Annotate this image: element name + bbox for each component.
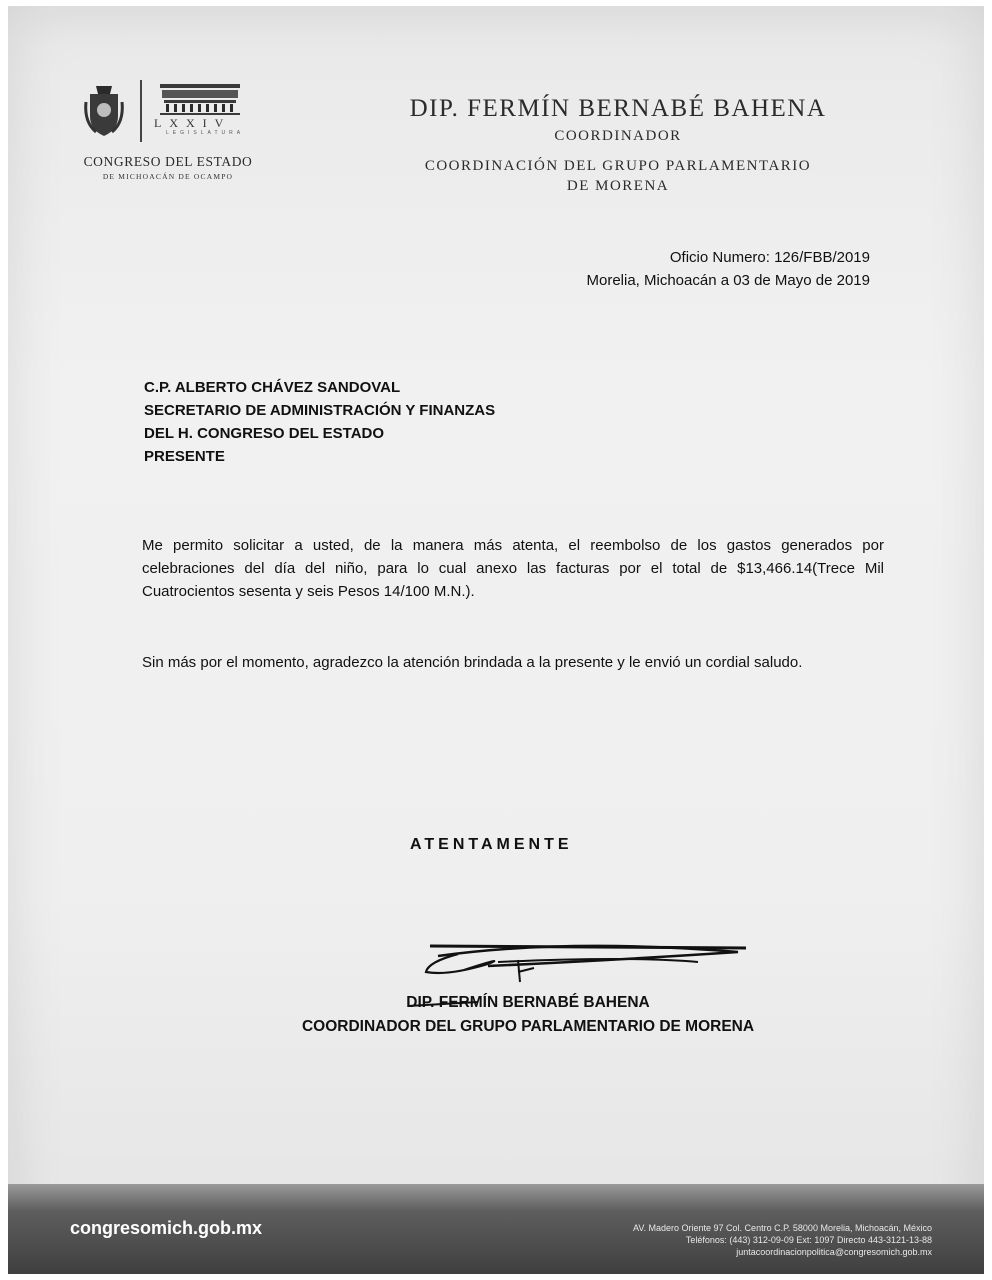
closing-word: ATENTAMENTE	[410, 836, 573, 853]
logo-divider	[140, 80, 142, 142]
deputy-name: DIP. FERMÍN BERNABÉ BAHENA	[409, 95, 827, 122]
recipient-presente: PRESENTE	[144, 448, 225, 465]
party-name: DE MORENA	[566, 178, 670, 194]
congress-state: DE MICHOACÁN DE OCAMPO	[102, 172, 234, 181]
reference-block	[586, 246, 870, 292]
letter-page	[8, 6, 984, 1274]
congress-name: CONGRESO DEL ESTADO	[83, 154, 253, 169]
recipient-name: C.P. ALBERTO CHÁVEZ SANDOVAL	[144, 379, 401, 396]
body-paragraph-1: Me permito solicitar a usted, de la manera más atenta, el reembolso de los gastos generados por celebraciones del día del niño, para lo cual anexo las facturas por el total de $13,466.14(Trece Mil Cuatrocientos sesenta y seis Pesos 14/100 M.N.).	[142, 537, 884, 600]
place-date: Morelia, Michoacán a 03 de Mayo de 2019	[586, 272, 870, 289]
signer-name: DIP. FERMÍN BERNABÉ BAHENA	[406, 994, 650, 1011]
footer-phones: Teléfonos: (443) 312-09-09 Ext: 1097 Directo 443-3121-13-88	[685, 1235, 932, 1245]
footer-bar	[8, 1184, 984, 1274]
body-paragraph-2: Sin más por el momento, agradezco la atención brindada a la presente y le envió un cordial saludo.	[142, 654, 803, 671]
legislature-label: LEGISLATURA	[166, 130, 245, 136]
signer-title: COORDINADOR DEL GRUPO PARLAMENTARIO DE MORENA	[301, 1018, 755, 1035]
deputy-role: COORDINADOR	[554, 128, 682, 144]
recipient-title: SECRETARIO DE ADMINISTRACIÓN Y FINANZAS	[144, 402, 496, 419]
state-seal-icon	[84, 82, 124, 138]
footer-website[interactable]: congresomich.gob.mx	[70, 1218, 263, 1238]
recipient-block	[144, 376, 495, 468]
recipient-institution: DEL H. CONGRESO DEL ESTADO	[144, 425, 385, 442]
letterhead-sender	[368, 94, 868, 196]
congress-logo-block	[58, 76, 288, 196]
office-number: Oficio Numero: 126/FBB/2019	[669, 249, 870, 266]
footer-address: AV. Madero Oriente 97 Col. Centro C.P. 58000 Morelia, Michoacán, México	[633, 1223, 932, 1233]
coordination-name: COORDINACIÓN DEL GRUPO PARLAMENTARIO	[424, 158, 812, 174]
legislature-number: LXXIV	[154, 116, 232, 130]
signer-block	[238, 991, 818, 1039]
footer-contact	[633, 1222, 932, 1258]
footer-email[interactable]: juntacoordinacionpolitica@congresomich.gob.mx	[736, 1247, 932, 1257]
